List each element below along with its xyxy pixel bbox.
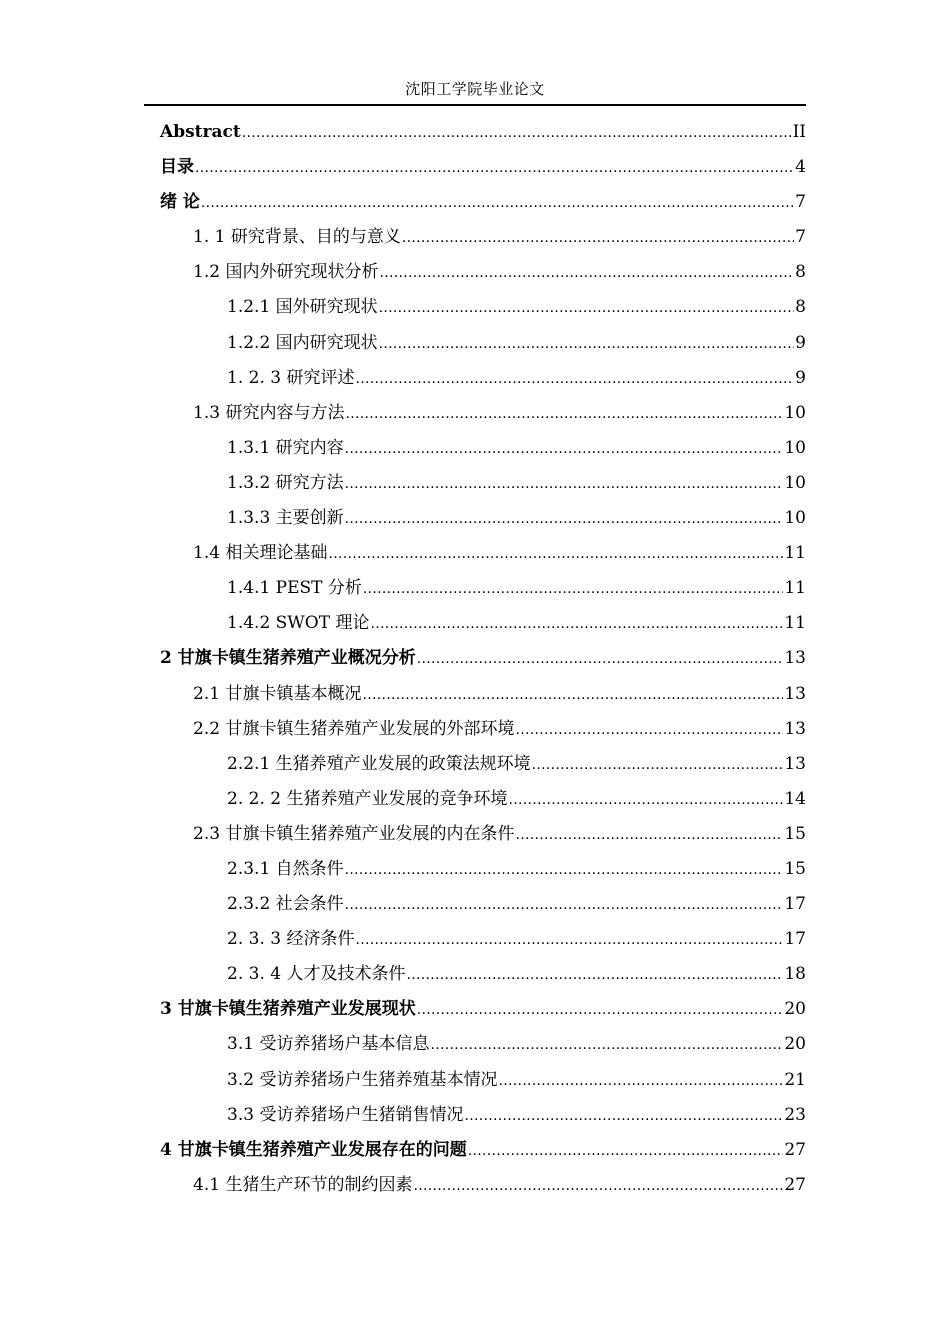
- toc-entry[interactable]: [160, 150, 806, 185]
- toc-entry[interactable]: [160, 536, 806, 571]
- toc-entry-page-number: 10: [784, 437, 806, 458]
- toc-entry-page-number: 20: [784, 999, 806, 1020]
- toc-entry[interactable]: [160, 747, 806, 782]
- toc-entry-title: 1.4.2 SWOT 理论: [227, 613, 370, 634]
- toc-dot-leader: [515, 713, 783, 748]
- toc-entry[interactable]: [160, 185, 806, 220]
- toc-entry[interactable]: [160, 1098, 806, 1133]
- toc-entry-title: 2.3 甘旗卡镇生猪养殖产业发展的内在条件: [193, 823, 515, 844]
- toc-entry-title: 1.3.1 研究内容: [227, 437, 344, 458]
- toc-entry-title: 1.2.1 国外研究现状: [227, 297, 378, 318]
- toc-entry-title: 4 甘旗卡镇生猪养殖产业发展存在的问题: [160, 1139, 467, 1160]
- toc-entry-title: 1.2.2 国内研究现状: [227, 332, 378, 353]
- toc-entry-page-number: 21: [784, 1069, 806, 1090]
- toc-entry[interactable]: [160, 992, 806, 1027]
- toc-dot-leader: [508, 783, 783, 818]
- toc-dot-leader: [515, 818, 783, 853]
- toc-entry[interactable]: [160, 571, 806, 606]
- toc-entry-page-number: II: [792, 122, 806, 142]
- toc-entry[interactable]: [160, 817, 806, 852]
- toc-entry-title: 2.1 甘旗卡镇基本概况: [193, 683, 362, 704]
- toc-entry-page-number: 10: [784, 472, 806, 493]
- toc-dot-leader: [201, 186, 794, 221]
- toc-entry-page-number: 13: [784, 683, 806, 704]
- toc-entry[interactable]: [160, 606, 806, 641]
- toc-entry[interactable]: [160, 501, 806, 536]
- toc-entry-title: 绪 论: [160, 192, 200, 213]
- toc-entry-title: 1.4.1 PEST 分析: [227, 578, 362, 599]
- toc-dot-leader: [417, 642, 784, 677]
- toc-entry-page-number: 13: [784, 718, 806, 739]
- toc-entry-title: 2.2.1 生猪养殖产业发展的政策法规环境: [227, 753, 531, 774]
- toc-entry[interactable]: [160, 396, 806, 431]
- toc-entry-page-number: 15: [784, 823, 806, 844]
- toc-dot-leader: [362, 678, 783, 713]
- toc-entry-page-number: 8: [795, 262, 806, 283]
- toc-dot-leader: [430, 1028, 783, 1063]
- toc-entry-title: 2.2 甘旗卡镇生猪养殖产业发展的外部环境: [193, 718, 515, 739]
- toc-entry-title: 1.4 相关理论基础: [193, 543, 328, 564]
- toc-dot-leader: [328, 537, 783, 572]
- toc-dot-leader: [370, 607, 783, 642]
- toc-dot-leader: [532, 748, 784, 783]
- toc-entry-title: 1. 2. 3 研究评述: [227, 367, 355, 388]
- toc-dot-leader: [417, 993, 784, 1028]
- toc-entry[interactable]: [160, 922, 806, 957]
- toc-entry[interactable]: [160, 641, 806, 676]
- toc-entry[interactable]: [160, 852, 806, 887]
- toc-dot-leader: [345, 888, 784, 923]
- toc-dot-leader: [363, 572, 783, 607]
- toc-entry[interactable]: [160, 290, 806, 325]
- toc-entry-page-number: 14: [784, 788, 806, 809]
- toc-entry-title: 1.3.3 主要创新: [227, 508, 344, 529]
- toc-entry-page-number: 27: [784, 1174, 806, 1195]
- toc-entry[interactable]: [160, 1027, 806, 1062]
- toc-entry-title: 2. 3. 4 人才及技术条件: [227, 964, 406, 985]
- toc-entry[interactable]: [160, 782, 806, 817]
- toc-entry-page-number: 11: [784, 613, 806, 634]
- toc-entry-title: 2. 3. 3 经济条件: [227, 929, 355, 950]
- toc-dot-leader: [379, 256, 794, 291]
- toc-entry-title: 2. 2. 2 生猪养殖产业发展的竞争环境: [227, 788, 508, 809]
- toc-dot-leader: [498, 1064, 783, 1099]
- toc-entry[interactable]: [160, 255, 806, 290]
- toc-entry-page-number: 15: [784, 858, 806, 879]
- toc-entry[interactable]: [160, 326, 806, 361]
- toc-entry-page-number: 9: [795, 332, 806, 353]
- toc-entry[interactable]: [160, 1063, 806, 1098]
- toc-dot-leader: [195, 151, 794, 186]
- toc-entry-page-number: 20: [784, 1034, 806, 1055]
- toc-dot-leader: [345, 432, 784, 467]
- toc-entry-page-number: 4: [795, 157, 806, 178]
- toc-entry[interactable]: [160, 220, 806, 255]
- toc-dot-leader: [345, 467, 784, 502]
- toc-entry-title: 1. 1 研究背景、目的与意义: [193, 227, 401, 248]
- toc-entry[interactable]: [160, 1133, 806, 1168]
- toc-entry[interactable]: [160, 957, 806, 992]
- toc-entry-title: 1.3.2 研究方法: [227, 472, 344, 493]
- toc-dot-leader: [355, 923, 783, 958]
- toc-entry[interactable]: [160, 712, 806, 747]
- toc-entry[interactable]: [160, 887, 806, 922]
- toc-entry[interactable]: [160, 115, 806, 150]
- toc-entry[interactable]: [160, 1168, 806, 1203]
- toc-entry-page-number: 9: [795, 367, 806, 388]
- toc-entry-title: 3.2 受访养猪场户生猪养殖基本情况: [227, 1069, 498, 1090]
- header-divider: [144, 104, 806, 106]
- toc-entry-page-number: 23: [784, 1104, 806, 1125]
- toc-entry-page-number: 13: [784, 753, 806, 774]
- toc-dot-leader: [379, 327, 795, 362]
- toc-entry[interactable]: [160, 677, 806, 712]
- toc-entry-page-number: 27: [784, 1139, 806, 1160]
- toc-entry-page-number: 11: [784, 578, 806, 599]
- toc-dot-leader: [345, 397, 783, 432]
- toc-dot-leader: [355, 362, 794, 397]
- toc-entry-title: 1.3 研究内容与方法: [193, 402, 345, 423]
- toc-dot-leader: [406, 958, 783, 993]
- toc-entry-page-number: 10: [784, 508, 806, 529]
- toc-entry-title: 2 甘旗卡镇生猪养殖产业概况分析: [160, 648, 416, 669]
- toc-entry-page-number: 13: [784, 648, 806, 669]
- toc-entry-page-number: 17: [784, 894, 806, 915]
- toc-entry-page-number: 17: [784, 929, 806, 950]
- toc-dot-leader: [413, 1169, 783, 1204]
- toc-dot-leader: [242, 116, 792, 151]
- table-of-contents: [160, 115, 806, 1203]
- toc-entry-title: 3.1 受访养猪场户基本信息: [227, 1034, 430, 1055]
- toc-entry[interactable]: [160, 431, 806, 466]
- toc-entry-page-number: 7: [795, 192, 806, 213]
- toc-entry-page-number: 10: [784, 402, 806, 423]
- toc-entry-title: 2.3.1 自然条件: [227, 858, 344, 879]
- toc-entry-page-number: 7: [795, 227, 806, 248]
- toc-entry[interactable]: [160, 466, 806, 501]
- toc-dot-leader: [468, 1134, 784, 1169]
- toc-dot-leader: [379, 291, 795, 326]
- toc-entry-page-number: 8: [795, 297, 806, 318]
- toc-dot-leader: [345, 853, 784, 888]
- toc-dot-leader: [345, 502, 784, 537]
- toc-entry[interactable]: [160, 361, 806, 396]
- toc-entry-title: 4.1 生猪生产环节的制约因素: [193, 1174, 413, 1195]
- toc-entry-title: 3 甘旗卡镇生猪养殖产业发展现状: [160, 999, 416, 1020]
- toc-entry-title: Abstract: [160, 122, 241, 142]
- toc-entry-title: 2.3.2 社会条件: [227, 894, 344, 915]
- page-header-title: 沈阳工学院毕业论文: [405, 80, 545, 98]
- toc-entry-page-number: 18: [784, 964, 806, 985]
- toc-entry-title: 目录: [160, 157, 194, 178]
- toc-entry-title: 3.3 受访养猪场户生猪销售情况: [227, 1104, 464, 1125]
- toc-dot-leader: [402, 221, 794, 256]
- toc-entry-page-number: 11: [784, 543, 806, 564]
- toc-dot-leader: [464, 1099, 783, 1134]
- toc-entry-title: 1.2 国内外研究现状分析: [193, 262, 379, 283]
